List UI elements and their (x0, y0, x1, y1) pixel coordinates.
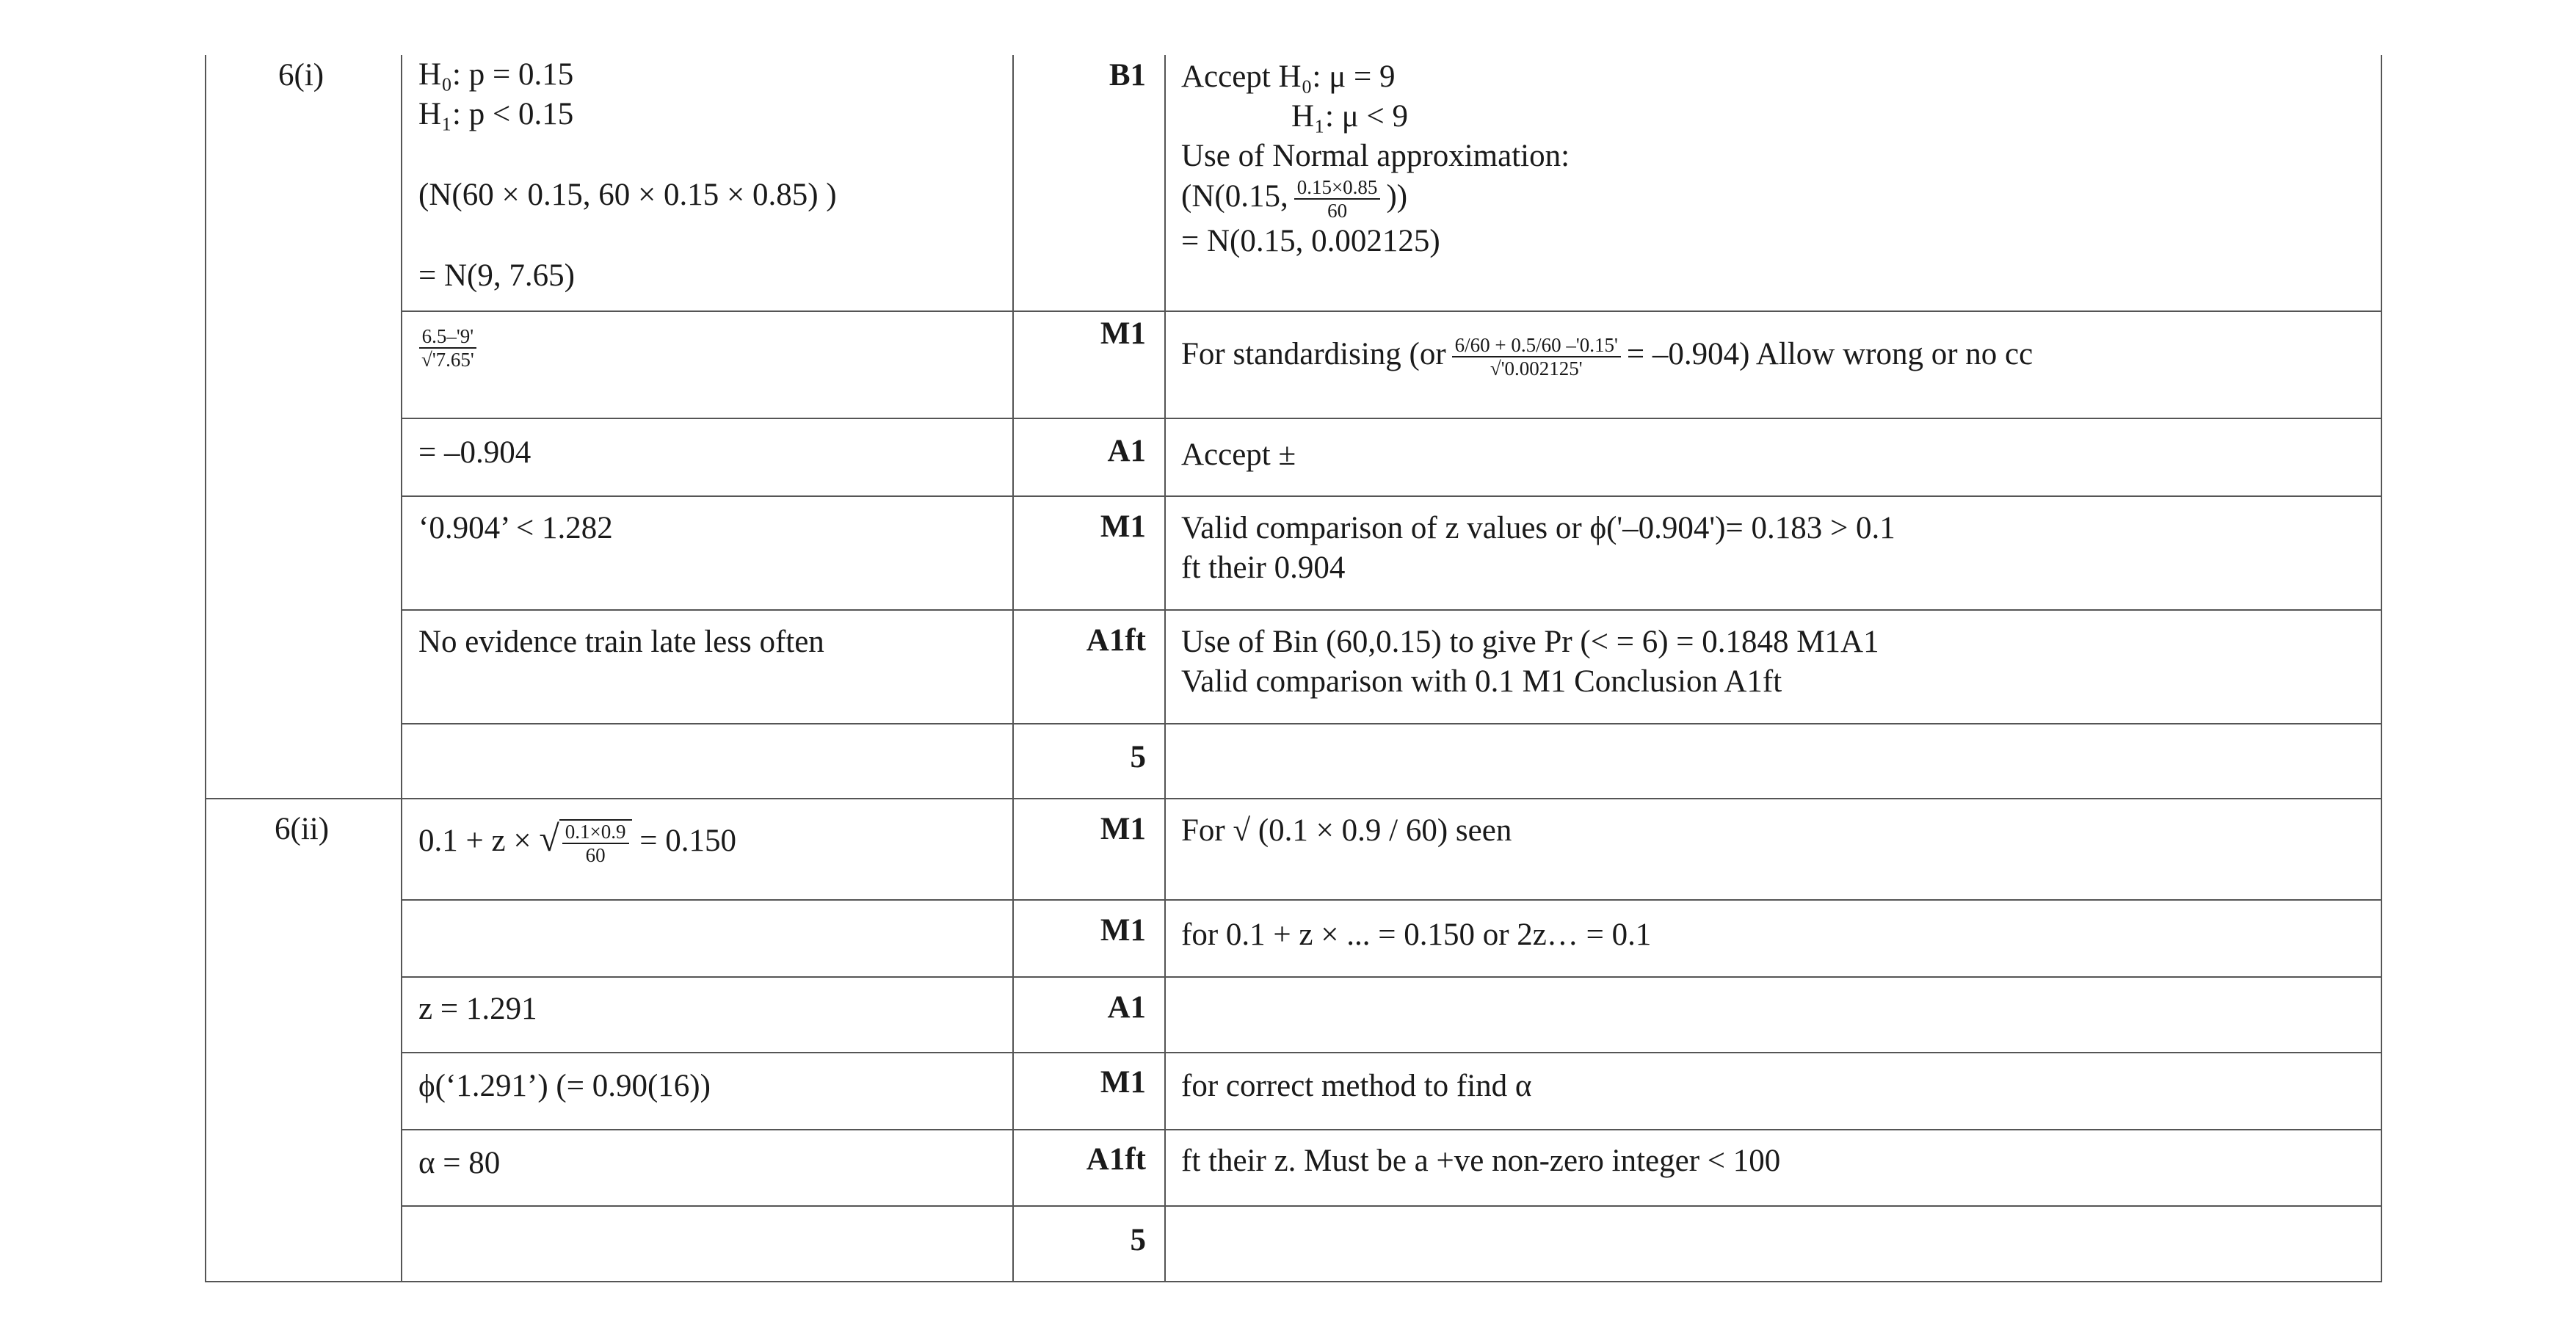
row-divider (401, 1052, 2382, 1053)
mark-total: 5 (1130, 740, 1146, 774)
guidance-comparison (1181, 509, 1895, 588)
guidance-fraction-line (1181, 176, 1570, 222)
guidance-standardising (1181, 334, 2033, 379)
equation-text: 0.1 + z × (418, 824, 531, 858)
mark-code: M1 (1100, 1065, 1146, 1100)
mark-code: A1 (1107, 990, 1146, 1025)
section-divider (205, 798, 2382, 799)
row-divider (401, 609, 2382, 611)
table-border-bottom (205, 1281, 2382, 1282)
mark-scheme-table (205, 55, 2382, 1282)
guidance-line: Use of Bin (60,0.15) to give Pr (< = 6) = 0.1848 M1A1 (1181, 625, 1879, 659)
guidance-text: ft their z. Must be a +ve non-zero integer < 100 (1181, 1144, 1781, 1178)
guidance-line: Accept H₀: μ = 9 (1181, 59, 1396, 94)
answer-interval-equation (418, 818, 736, 866)
fraction-numerator: 6.5–'9' (419, 325, 476, 349)
mark-code: M1 (1100, 913, 1146, 948)
normal-approximation: (N(60 × 0.15, 60 × 0.15 × 0.85) ) (418, 178, 837, 212)
mark-total: 5 (1130, 1223, 1146, 1257)
question-label: 6(i) (278, 58, 324, 92)
guidance-text: Accept ± (1181, 437, 1296, 472)
null-hypothesis: H₀: p = 0.15 (418, 57, 574, 92)
row-divider (401, 899, 2382, 901)
guidance-text: = –0.904) Allow wrong or no cc (1626, 336, 2033, 371)
guidance-text: for correct method to find α (1181, 1069, 1532, 1103)
column-divider-answer (401, 55, 402, 1282)
row-divider (401, 1205, 2382, 1207)
row-divider (401, 495, 2382, 497)
guidance-text: For standardising (or (1181, 336, 1446, 371)
row-divider (401, 310, 2382, 312)
answer-alpha: α = 80 (418, 1146, 501, 1180)
fraction-denominator: √'7.65' (421, 349, 474, 371)
guidance-text: (N(0.15, (1181, 178, 1288, 214)
row-divider (401, 1129, 2382, 1130)
guidance-line: Use of Normal approximation: (1181, 139, 1570, 173)
table-border-right (2381, 55, 2382, 1282)
sqrt-icon: √ (539, 818, 559, 859)
mark-code: A1ft (1086, 623, 1146, 658)
fraction-numerator: 0.15×0.85 (1294, 176, 1381, 200)
guidance-line: ft their 0.904 (1181, 551, 1346, 585)
guidance-hypotheses (1181, 57, 1570, 261)
mark-code: A1 (1107, 434, 1146, 468)
mark-code: M1 (1100, 509, 1146, 544)
question-label: 6(ii) (275, 812, 330, 846)
fraction-denominator: 60 (585, 844, 606, 867)
answer-standardising (418, 325, 477, 371)
column-divider-guidance (1164, 55, 1166, 1282)
answer-z: z = 1.291 (418, 992, 537, 1026)
row-divider (401, 976, 2382, 978)
guidance-text: for 0.1 + z × ... = 0.150 or 2z… = 0.1 (1181, 918, 1652, 952)
sqrt-content (559, 819, 632, 866)
equation-text: = 0.150 (639, 824, 737, 858)
answer-phi: ϕ(‘1.291’) (= 0.90(16)) (418, 1069, 711, 1103)
normal-result: = N(9, 7.65) (418, 258, 575, 293)
guidance-text: )) (1386, 178, 1408, 214)
answer-z-value: = –0.904 (418, 435, 531, 470)
alt-hypothesis: H₁: p < 0.15 (418, 97, 574, 131)
mark-code: M1 (1100, 812, 1146, 846)
answer-comparison: ‘0.904’ < 1.282 (418, 511, 613, 545)
table-border-left (205, 55, 206, 1282)
fraction-denominator: √'0.002125' (1490, 357, 1583, 379)
mark-code: A1ft (1086, 1142, 1146, 1177)
fraction (418, 325, 477, 371)
answer-conclusion: No evidence train late less often (418, 625, 824, 659)
guidance-line: Valid comparison of z values or ϕ('–0.904')= 0.183 > 0.1 (1181, 511, 1895, 545)
guidance-line: H₁: μ < 9 (1291, 99, 1409, 134)
guidance-binomial (1181, 622, 1879, 702)
guidance-line: = N(0.15, 0.002125) (1181, 224, 1440, 258)
fraction (1452, 334, 1621, 379)
fraction-numerator: 0.1×0.9 (562, 821, 629, 844)
fraction (1294, 176, 1381, 222)
answer-hypotheses (418, 55, 837, 296)
fraction-numerator: 6/60 + 0.5/60 –'0.15' (1452, 334, 1621, 357)
row-divider (401, 723, 2382, 724)
fraction (562, 821, 629, 866)
row-divider (401, 418, 2382, 419)
guidance-line: Valid comparison with 0.1 M1 Conclusion A1ft (1181, 664, 1782, 699)
guidance-text: For √ (0.1 × 0.9 / 60) seen (1181, 813, 1512, 848)
fraction-denominator: 60 (1327, 200, 1348, 222)
mark-code: B1 (1109, 58, 1146, 92)
mark-code: M1 (1100, 316, 1146, 351)
